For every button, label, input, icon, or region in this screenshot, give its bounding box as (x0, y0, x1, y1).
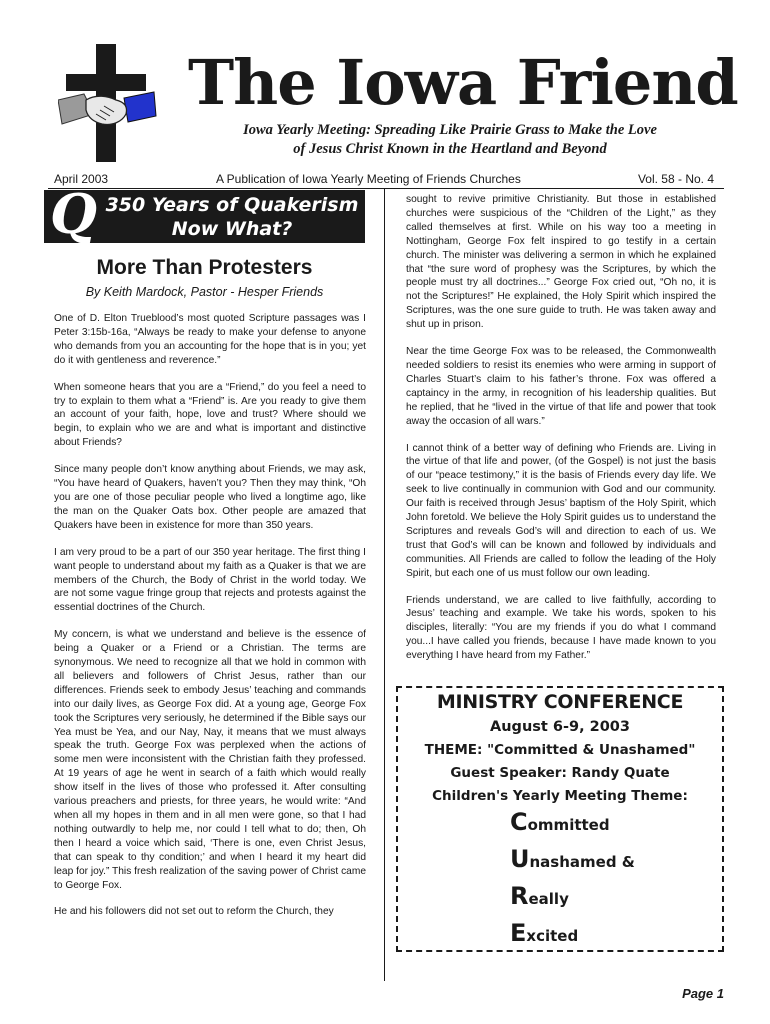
paragraph: I cannot think of a better way of defining who Friends are. Living in the virtue of that life and power, (of the Gospel) is not just the basis of our “peace testimony,” it is the basis of Friends every day life. We seek to live continually in communion with God and our community. Our faith is received through Jesus’ baptism of the Holy Spirit, which John foretold. We believe the Holy Spirit guides us to understand the Scriptures and reveals God’s will and direction to each of us. We trust that God’s will can be known and followed by individuals and communities. All Friends are called to follow the leading of the Holy Spirit, but each one of us must follow our own leading. (406, 442, 716, 579)
paragraph: One of D. Elton Trueblood’s most quoted Scripture passages was I Peter 3:15b-16a, “Always be ready to make your defense to anyone who demands from you an accounting for the hope that is in you; yet do it with gentleness and reverence.” (54, 313, 366, 366)
left-column (54, 312, 366, 932)
guest-speaker: Guest Speaker: Randy Quate (450, 765, 670, 781)
masthead-tagline (200, 121, 700, 159)
acrostic-rest: ommitted (527, 816, 610, 834)
publication-line: A Publication of Iowa Yearly Meeting of Friends Churches (216, 172, 521, 186)
paragraph: sought to revive primitive Christianity. But those in established churches were suspicious of the “Children of the Light,” as they called themselves at first. While on his way too a meeting in Nottingham, George Fox felt inspired to go testify in a certain church. The minister was delivering a sermon in which he explained that “the sure word of prophesy was the Scriptures, by which the people must try all doctrines...” George Fox cried out, “Oh no, it is not the Scriptures!” He explained, the Holy Spirit which inspired the Scriptures, was the one sure guide to truth. He was taken away and shut up in prison. (406, 194, 716, 331)
acrostic-initial: E (510, 919, 527, 947)
acrostic-line-excited (510, 919, 578, 947)
issue-info-bar (48, 170, 724, 189)
conference-title: MINISTRY CONFERENCE (436, 691, 684, 713)
paragraph: When someone hears that you are a “Friend,” do you feel a need to try to explain to them what a “Friend” is. Are you ready to give them an account of your faith, hope, love and trust? Where should we begin, to explain who we are and what is important and distinctive about Friends? (54, 381, 366, 449)
acrostic-line-unashamed (510, 845, 635, 873)
acrostic-initial: R (510, 882, 529, 910)
ministry-conference-box (396, 686, 724, 952)
cross-horizontal-bar (66, 74, 146, 91)
acrostic-rest: xcited (526, 927, 579, 945)
conference-theme: THEME: "Committed & Unashamed" (424, 742, 696, 758)
acrostic-rest: eally (528, 890, 569, 908)
acrostic-rest: nashamed & (529, 853, 635, 871)
quakerism-banner (44, 182, 365, 246)
paragraph: I am very proud to be a part of our 350 year heritage. The first thing I want people to understand about my faith as a Quaker is that we are members of the Church, the Body of Christ in the world today. We are not some vague fringe group that rejects and protests against the essential doctrines of the Church. (54, 546, 366, 614)
right-sleeve (124, 92, 156, 122)
right-column (406, 193, 716, 676)
children-theme-label: Children's Yearly Meeting Theme: (432, 788, 688, 804)
masthead-title: The Iowa Friend (188, 46, 738, 119)
cross-handshake-logo (58, 44, 158, 162)
article-byline: By Keith Mardock, Pastor - Hesper Friends (85, 285, 324, 299)
paragraph: Near the time George Fox was to be released, the Commonwealth needed soldiers to resist its enemies who were arming in support of Charles Stuart’s claim to his father’s throne. Fox was offered a captaincy in the army, in recognition of his leadership qualities. But he replied, that he “lived in the virtue of that life and power that took away the occasion of all wars.” (406, 346, 716, 427)
banner-line-1: 350 Years of Quakerism (105, 194, 359, 216)
conference-dates: August 6-9, 2003 (490, 719, 630, 735)
acrostic-initial: U (510, 845, 530, 873)
banner-q-letter: Q (50, 182, 98, 246)
banner-line-2: Now What? (171, 218, 293, 240)
paragraph: My concern, is what we understand and believe is the essence of being a Quaker or a Friend or a Christian. The terms are synonymous. We need to recognize all that we hold in common with all believers and followers of Christ Jesus, rather than our differences. Friends seek to embody Jesus’ teaching and commands into our daily lives, as George Fox did. At a young age, George Fox took the Scriptures very seriously, he determined if the Bible says our Yea must be Yea, and our Nay, Nay, it means that we must always speak the truth. George Fox was perplexed when the actions of some men were inconsistent with the Christian faith they professed. At 19 years of age he went in search of a faith which would really show itself in the lives of those who professed it. After consulting various preachers and priests, for three years, he would write: “And when all my hopes in them and in all men were gone, so that I had nothing outwardly to help me, nor could I tell what to do; then, Oh then I heard a voice which said, ‘There is one, even Christ Jesus, that can speak to thy condition;’ and when I heard it my heart did leap for joy.” This fresh realization of the saving power of Christ came to George Fox. (54, 629, 366, 891)
column-divider (384, 189, 385, 981)
issue-date: April 2003 (54, 172, 109, 186)
paragraph: He and his followers did not set out to reform the Church, they (54, 906, 334, 918)
tagline-line-1: Iowa Yearly Meeting: Spreading Like Prairie Grass to Make the Love (243, 122, 657, 138)
page-number: Page 1 (682, 986, 724, 1001)
paragraph: Friends understand, we are called to live faithfully, according to Jesus’ teaching and example. We take his words, spoken to his disciples, literally: “You are my friends if you do what I command you...I have called you friends, because I have made known to you everything I have heard from my Father.” (406, 594, 716, 662)
volume-number: Vol. 58 - No. 4 (637, 172, 714, 186)
acrostic-line-really (510, 882, 569, 910)
clasped-hands (86, 96, 127, 124)
acrostic-line-committed (510, 808, 610, 836)
tagline-line-2: of Jesus Christ Known in the Heartland and Beyond (293, 141, 607, 157)
acrostic-initial: C (510, 808, 528, 836)
article-title: More Than Protesters (96, 256, 313, 279)
paragraph: Since many people don’t know anything about Friends, we may ask, “You have heard of Quakers, haven’t you? Then they may think, “Oh you are one of those peculiar people who lived a longtime ago, like the man on the Quaker Oats box. Other people are amazed that Quakers have been in existence for more than 350 years. (54, 464, 366, 531)
